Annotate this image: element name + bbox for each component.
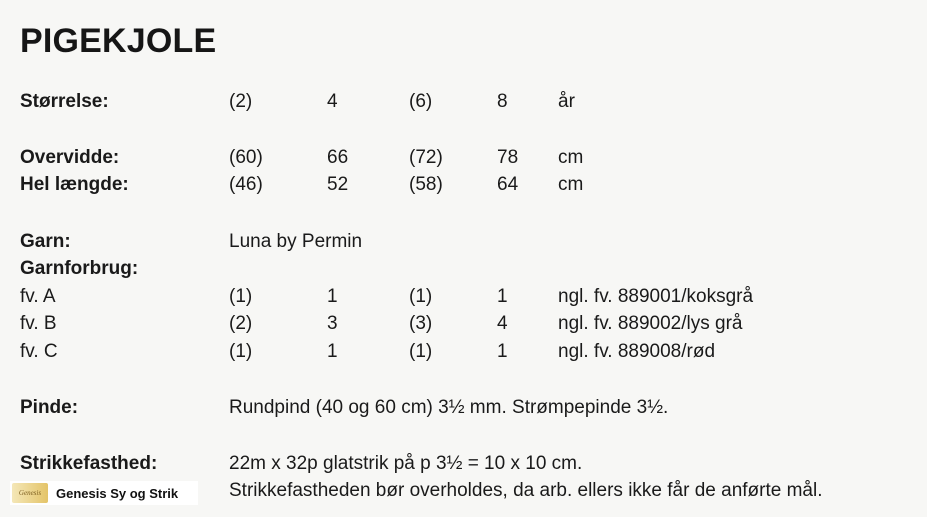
overvidde-value: (72)	[409, 147, 443, 168]
page-title: PIGEKJOLE	[20, 22, 217, 60]
size-row	[0, 91, 927, 117]
garnforbrug-row	[0, 258, 927, 284]
color-value: (2)	[229, 313, 253, 334]
color-value: (1)	[229, 286, 253, 307]
color-value: (1)	[409, 341, 433, 362]
garnforbrug-label: Garnforbrug:	[20, 258, 139, 279]
strikkefasthed-line2: Strikkefastheden bør overholdes, da arb. ellers ikke får de anførte mål.	[229, 480, 823, 501]
size-value: (2)	[229, 91, 253, 112]
color-value: 1	[497, 286, 508, 307]
color-row	[0, 341, 927, 367]
size-value: 4	[327, 91, 338, 112]
color-desc: ngl. fv. 889002/lys grå	[558, 313, 743, 334]
color-value: (1)	[409, 286, 433, 307]
strikkefasthed-label: Strikkefasthed:	[20, 453, 158, 474]
laengde-label: Hel længde:	[20, 174, 129, 195]
genesis-logo	[10, 481, 198, 505]
color-value: (3)	[409, 313, 433, 334]
overvidde-value: 78	[497, 147, 519, 168]
color-row	[0, 286, 927, 312]
laengde-value: 64	[497, 174, 519, 195]
size-label: Størrelse:	[20, 91, 109, 112]
size-value: (6)	[409, 91, 433, 112]
pinde-value: Rundpind (40 og 60 cm) 3½ mm. Strømpepinde 3½.	[229, 397, 669, 418]
color-value: (1)	[229, 341, 253, 362]
genesis-logo-mark: Genesis	[12, 483, 48, 503]
color-desc: ngl. fv. 889001/koksgrå	[558, 286, 754, 307]
size-value: 8	[497, 91, 508, 112]
laengde-unit: cm	[558, 174, 584, 195]
overvidde-label: Overvidde:	[20, 147, 120, 168]
garn-label: Garn:	[20, 231, 71, 252]
laengde-row	[0, 174, 927, 200]
strikkefasthed-row	[0, 453, 927, 479]
overvidde-unit: cm	[558, 147, 584, 168]
strikkefasthed-line1: 22m x 32p glatstrik på p 3½ = 10 x 10 cm.	[229, 453, 583, 474]
overvidde-value: 66	[327, 147, 349, 168]
color-label: fv. B	[20, 313, 57, 334]
color-value: 4	[497, 313, 508, 334]
color-value: 1	[497, 341, 508, 362]
laengde-value: (46)	[229, 174, 263, 195]
color-label: fv. A	[20, 286, 56, 307]
size-unit: år	[558, 91, 575, 112]
color-row	[0, 313, 927, 339]
laengde-value: (58)	[409, 174, 443, 195]
laengde-value: 52	[327, 174, 349, 195]
pinde-label: Pinde:	[20, 397, 79, 418]
color-value: 1	[327, 286, 338, 307]
color-value: 1	[327, 341, 338, 362]
garn-row	[0, 231, 927, 257]
overvidde-row	[0, 147, 927, 173]
color-label: fv. C	[20, 341, 58, 362]
color-desc: ngl. fv. 889008/rød	[558, 341, 716, 362]
garn-value: Luna by Permin	[229, 231, 363, 252]
genesis-logo-text: Genesis Sy og Strik	[56, 485, 179, 501]
overvidde-value: (60)	[229, 147, 263, 168]
pinde-row	[0, 397, 927, 423]
color-value: 3	[327, 313, 338, 334]
